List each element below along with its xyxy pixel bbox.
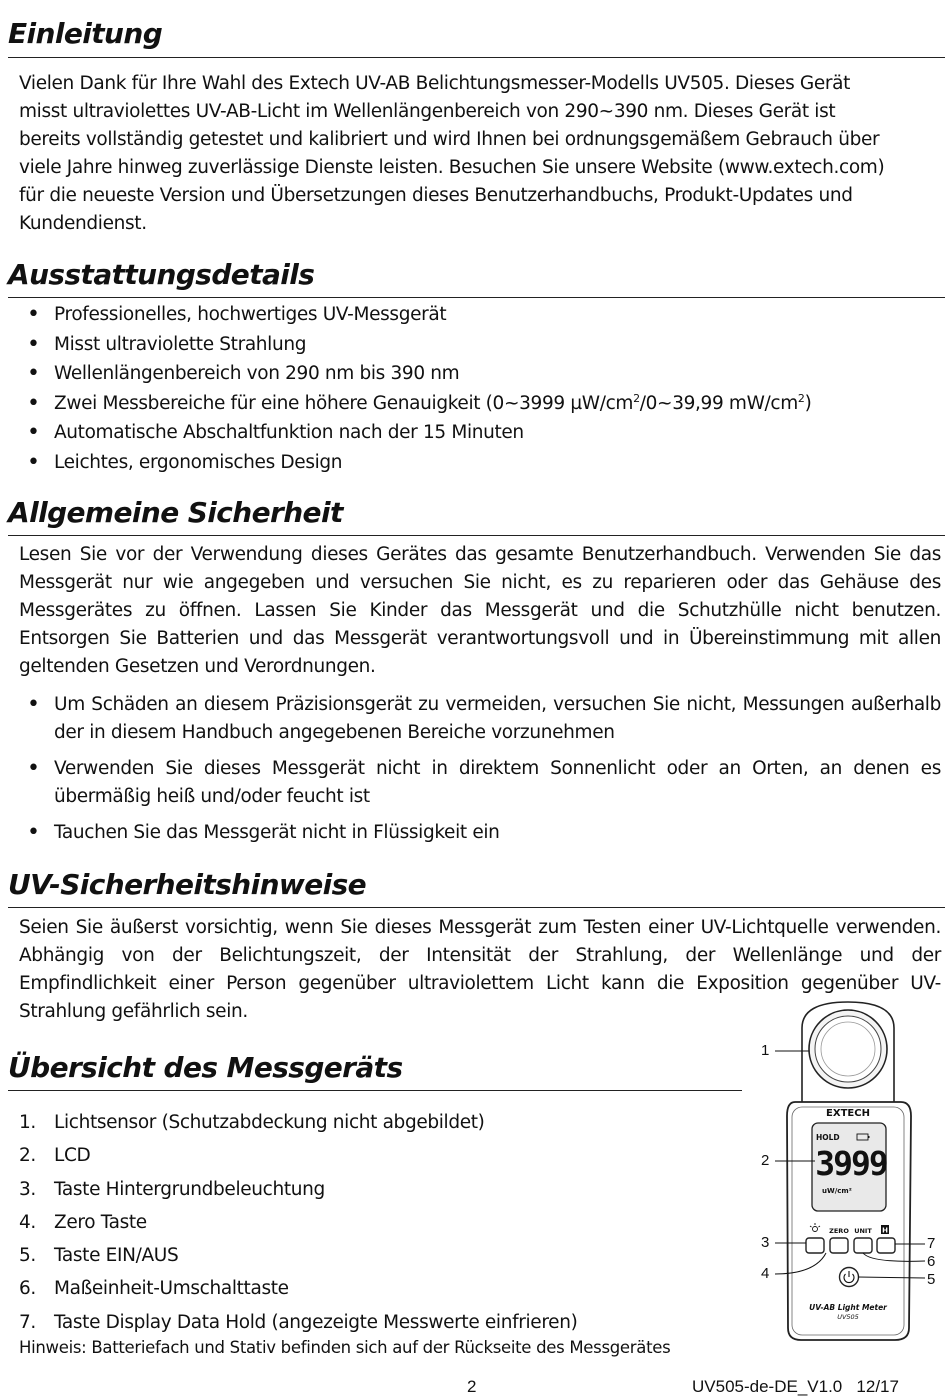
callout-1: 1 xyxy=(761,1042,770,1059)
parts-list xyxy=(19,1106,739,1339)
sicherheit-text: Lesen Sie vor der Verwendung dieses Gerätes das gesamte Benutzerhandbuch. Verwenden Sie das Messgerät nur wie angegeben und versuchen Sie nicht, es zu reparieren oder das Gehäuse des Messgerätes zu öffnen. Lassen Sie Kinder das Messgerät und die Schutzhülle nicht benutzen. Entsorgen Sie Batterien und das Messgerät verantwortungsvoll und in Übereinstimmung mit allen geltenden Gesetzen und Verordnungen. xyxy=(19,544,941,677)
item-text: Zero Taste xyxy=(54,1211,147,1233)
item-number: 1. xyxy=(19,1112,36,1133)
hold-indicator: HOLD xyxy=(816,1133,840,1142)
list-item xyxy=(19,1206,739,1239)
einleitung-line: Vielen Dank für Ihre Wahl des Extech UV-AB Belichtungsmesser-Modells UV505. Dieses Gerät xyxy=(19,73,851,94)
range-text: Zwei Messbereiche für eine höhere Genauigkeit (0~3999 µW/cm xyxy=(54,392,634,414)
item-number: 6. xyxy=(19,1278,36,1300)
einleitung-line: Kundendienst. xyxy=(19,213,147,234)
backlight-button[interactable] xyxy=(806,1238,824,1253)
brand-logo: EXTECH xyxy=(826,1108,870,1119)
heading-uv-sicherheitshinweise: UV-Sicherheitshinweise xyxy=(8,868,367,901)
heading-allgemeine-sicherheit: Allgemeine Sicherheit xyxy=(8,496,343,529)
list-item xyxy=(19,1106,739,1139)
callout-4: 4 xyxy=(761,1265,770,1282)
item-text: Taste Hintergrundbeleuchtung xyxy=(54,1178,325,1200)
einleitung-line: für die neueste Version und Übersetzungen dieses Benutzerhandbuchs, Produkt-Updates und xyxy=(19,185,853,206)
light-sensor xyxy=(802,1002,894,1106)
battery-note: Hinweis: Batteriefach und Stativ befinden sich auf der Rückseite des Messgerätes xyxy=(19,1338,671,1357)
callout-6: 6 xyxy=(927,1253,936,1270)
heading-rule xyxy=(8,57,945,58)
einleitung-line: viele Jahre hinweg zuverlässige Dienste leisten. Besuchen Sie unsere Website (www.extech.com) xyxy=(19,157,885,178)
lcd-unit: uW/cm² xyxy=(822,1187,852,1195)
lcd-reading: 3999 xyxy=(815,1144,887,1183)
power-button[interactable] xyxy=(840,1268,859,1287)
list-item: • Wellenlängenbereich von 290 nm bis 390 nm xyxy=(19,359,941,389)
callout-7: 7 xyxy=(927,1235,936,1252)
heading-ausstattungsdetails: Ausstattungsdetails xyxy=(8,258,315,291)
unit-label: UNIT xyxy=(854,1227,872,1235)
item-text: Lichtsensor (Schutzabdeckung nicht abgebildet) xyxy=(54,1112,485,1133)
heading-uebersicht: Übersicht des Messgeräts xyxy=(8,1051,403,1084)
list-item: • Automatische Abschaltfunktion nach der 15 Minuten xyxy=(19,418,941,448)
hold-button[interactable] xyxy=(877,1238,895,1253)
item-number: 2. xyxy=(19,1145,36,1167)
zero-button[interactable] xyxy=(830,1238,848,1253)
heading-rule xyxy=(8,297,945,298)
callout-3: 3 xyxy=(761,1234,770,1251)
heading-rule xyxy=(8,1090,742,1091)
item-number: 4. xyxy=(19,1211,36,1233)
model-label: UV505 xyxy=(837,1313,859,1321)
item-number: 5. xyxy=(19,1245,36,1267)
list-item: • Misst ultraviolette Strahlung xyxy=(19,330,941,360)
callout-5: 5 xyxy=(927,1271,936,1288)
list-item: • Verwenden Sie dieses Messgerät nicht in direktem Sonnenlicht oder an Orten, an denen es übermäßig heiß und/oder feucht ist xyxy=(19,755,941,811)
item-number: 7. xyxy=(19,1311,36,1333)
zero-label: ZERO xyxy=(829,1227,849,1235)
list-item: • Um Schäden an diesem Präzisionsgerät zu vermeiden, versuchen Sie nicht, Messungen außerhalb der in diesem Handbuch angegebenen Bereiche vorzunehmen xyxy=(19,691,941,747)
list-item: • Tauchen Sie das Messgerät nicht in Flüssigkeit ein xyxy=(19,819,941,847)
item-text: LCD xyxy=(54,1145,91,1167)
item-text: Maßeinheit-Umschalttaste xyxy=(54,1278,289,1300)
list-item: • Leichtes, ergonomisches Design xyxy=(19,448,941,478)
range-text: ) xyxy=(804,392,812,414)
safety-list xyxy=(19,691,941,847)
heading-einleitung: Einleitung xyxy=(8,17,163,50)
einleitung-line: bereits vollständig getestet und kalibriert und wird Ihnen bei ordnungsgemäßem Gebrauch über xyxy=(19,129,880,150)
callout-2: 2 xyxy=(761,1152,770,1169)
heading-rule xyxy=(8,535,945,536)
unit-button[interactable] xyxy=(854,1238,872,1253)
model-name-label: UV-AB Light Meter xyxy=(809,1303,887,1312)
list-item xyxy=(19,1139,739,1172)
meter-illustration xyxy=(755,998,945,1343)
range-text: /0~39,99 mW/cm xyxy=(639,392,798,414)
hold-label: H xyxy=(882,1226,888,1235)
einleitung-line: misst ultraviolettes UV-AB-Licht im Wellenlängenbereich von 290~390 nm. Dieses Gerät ist xyxy=(19,101,836,122)
feature-list xyxy=(19,300,941,478)
list-item xyxy=(19,1306,739,1339)
list-item xyxy=(19,1239,739,1272)
list-item xyxy=(19,1272,739,1305)
list-item: • Professionelles, hochwertiges UV-Messgerät xyxy=(19,300,941,330)
list-item xyxy=(19,389,941,419)
item-text: Taste Display Data Hold (angezeigte Messwerte einfrieren) xyxy=(54,1311,578,1333)
item-number: 3. xyxy=(19,1178,36,1200)
uv-text: Seien Sie äußerst vorsichtig, wenn Sie dieses Messgerät zum Testen einer UV-Lichtquelle verwenden. Abhängig von der Belichtungszeit, der Intensität der Strahlung, der Wellenlänge und der Empfindlichkeit einer Person gegenüber ultraviolettem Licht kann die Exposition gegenüber UV-Strahlung gefährlich sein. xyxy=(19,917,941,1022)
page-number: 2 xyxy=(467,1377,477,1396)
einleitung-text xyxy=(19,70,941,238)
superscript: 2 xyxy=(633,391,640,405)
lcd-display xyxy=(812,1123,887,1211)
list-item xyxy=(19,1173,739,1206)
item-text: Taste EIN/AUS xyxy=(54,1245,179,1267)
superscript: 2 xyxy=(797,391,805,405)
document-id: UV505-de-DE_V1.0 12/17 xyxy=(692,1377,899,1396)
heading-rule xyxy=(8,907,945,908)
